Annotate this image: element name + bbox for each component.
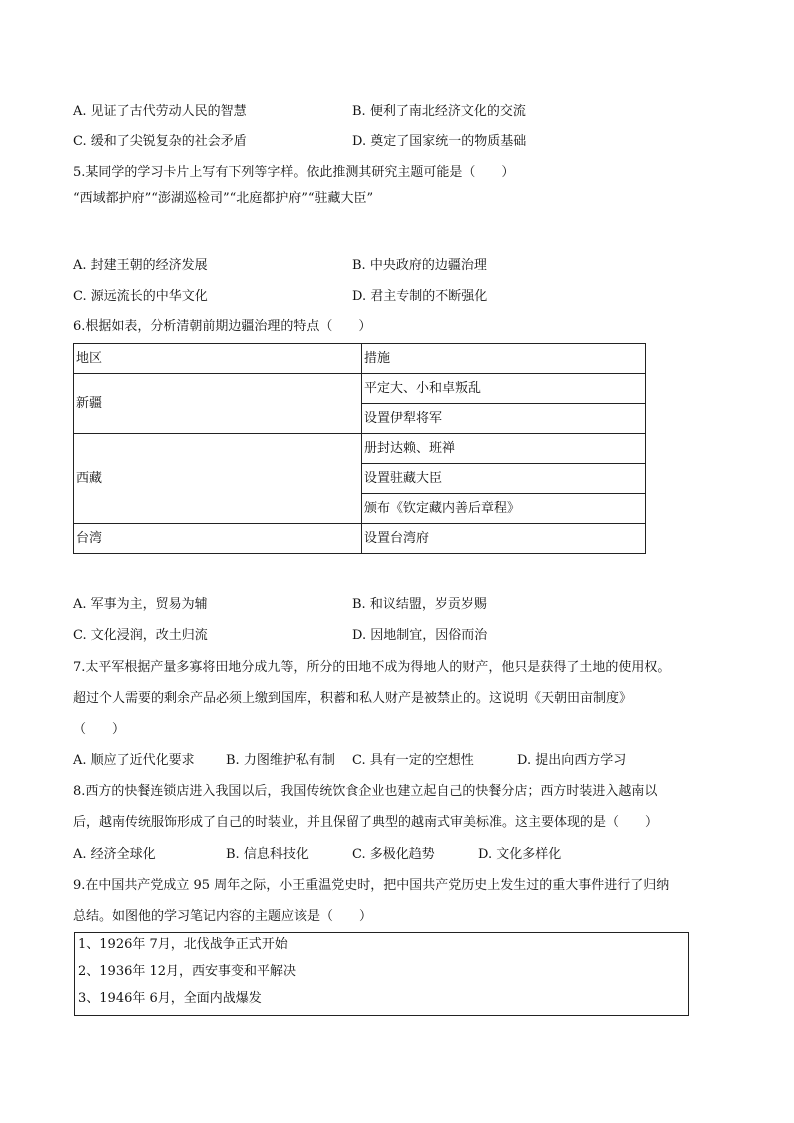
region-cell: 新疆 xyxy=(74,374,362,434)
measure-cell: 设置台湾府 xyxy=(362,524,646,554)
q7-option-a: A. 顺应了近代化要求 xyxy=(73,753,195,768)
q5-option-b: B. 中央政府的边疆治理 xyxy=(352,258,487,273)
q5-stem: 5.某同学的学习卡片上写有下列等字样。依此推测其研究主题可能是（ ） xyxy=(73,165,515,180)
table-row xyxy=(74,434,646,464)
table-row xyxy=(74,524,646,554)
table-header-region: 地区 xyxy=(74,344,362,374)
q7-option-c: C. 具有一定的空想性 xyxy=(352,753,474,768)
q6-option-a: A. 军事为主，贸易为辅 xyxy=(73,597,208,612)
note-item: 1、1926年 7月，北伐战争正式开始 xyxy=(78,937,288,952)
q7-option-d: D. 提出向西方学习 xyxy=(517,753,627,768)
measure-cell: 颁布《钦定藏内善后章程》 xyxy=(362,494,646,524)
q5-card-text: “西域都护府”“澎湖巡检司”“北庭都护府”“驻藏大臣” xyxy=(73,191,374,206)
table-header-measures: 措施 xyxy=(362,344,646,374)
q6-stem: 6.根据如表，分析清朝前期边疆治理的特点（ ） xyxy=(73,319,372,334)
q4-option-c: C. 缓和了尖锐复杂的社会矛盾 xyxy=(73,134,247,149)
q5-option-d: D. 君主专制的不断强化 xyxy=(352,289,488,304)
table-row xyxy=(74,374,646,404)
measure-cell: 平定大、小和卓叛乱 xyxy=(362,374,646,404)
q8-option-a: A. 经济全球化 xyxy=(73,847,156,862)
q8-stem-line-1: 8.西方的快餐连锁店进入我国以后，我国传统饮食企业也建立起自己的快餐分店；西方时装进入越南以 xyxy=(73,784,658,799)
q6-option-b: B. 和议结盟，岁贡岁赐 xyxy=(352,597,487,612)
note-item: 3、1946年 6月，全面内战爆发 xyxy=(78,991,262,1006)
q6-table xyxy=(73,343,646,554)
q7-option-b: B. 力图维护私有制 xyxy=(226,753,335,768)
q8-option-b: B. 信息科技化 xyxy=(226,847,309,862)
q6-option-c: C. 文化浸润，改土归流 xyxy=(73,628,208,643)
q9-stem-line-2: 总结。如图他的学习笔记内容的主题应该是（ ） xyxy=(73,909,373,924)
q4-option-b: B. 便利了南北经济文化的交流 xyxy=(352,104,526,119)
q6-option-d: D. 因地制宜，因俗而治 xyxy=(352,628,488,643)
q4-option-d: D. 奠定了国家统一的物质基础 xyxy=(352,134,527,149)
q5-option-a: A. 封建王朝的经济发展 xyxy=(73,258,208,273)
region-cell: 西藏 xyxy=(74,434,362,524)
table-header-row xyxy=(74,344,646,374)
measure-cell: 设置驻藏大臣 xyxy=(362,464,646,494)
q9-stem-line-1: 9.在中国共产党成立 95 周年之际，小王重温党史时，把中国共产党历史上发生过的重大事件进行了归纳 xyxy=(73,878,670,893)
q8-option-c: C. 多极化趋势 xyxy=(352,847,435,862)
q9-study-notes-box xyxy=(74,932,689,1016)
q7-stem-line-1: 7.太平军根据产量多寡将田地分成九等，所分的田地不成为得地人的财产，他只是获得了土地的使用权。 xyxy=(73,660,671,675)
q8-option-d: D. 文化多样化 xyxy=(478,847,562,862)
q7-stem-line-3: （ ） xyxy=(73,722,126,737)
region-cell: 台湾 xyxy=(74,524,362,554)
measure-cell: 设置伊犁将军 xyxy=(362,404,646,434)
measure-cell: 册封达赖、班禅 xyxy=(362,434,646,464)
q4-option-a: A. 见证了古代劳动人民的智慧 xyxy=(73,104,247,119)
q8-stem-line-2: 后，越南传统服饰形成了自己的时装业，并且保留了典型的越南式审美标准。这主要体现的是（ ） xyxy=(73,815,659,830)
q5-option-c: C. 源远流长的中华文化 xyxy=(73,289,208,304)
q7-stem-line-2: 超过个人需要的剩余产品必须上缴到国库，积蓄和私人财产是被禁止的。这说明《天朝田亩制度》 xyxy=(73,691,633,706)
note-item: 2、1936年 12月，西安事变和平解决 xyxy=(78,964,297,979)
